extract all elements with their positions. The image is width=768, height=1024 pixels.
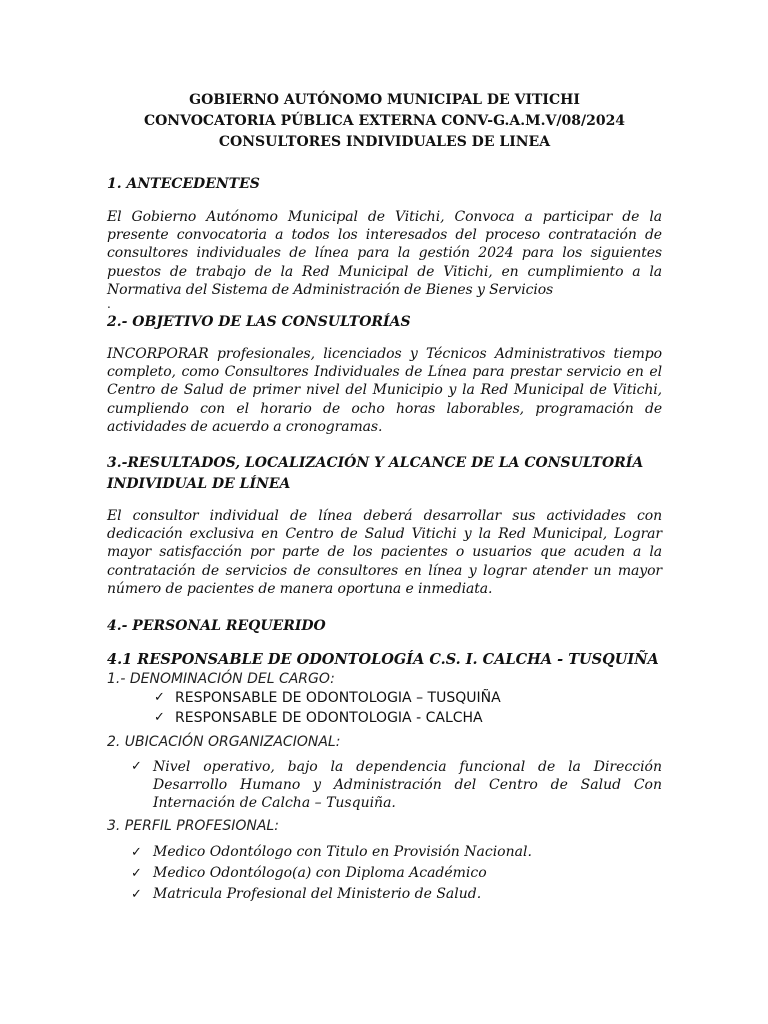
list-item [107,884,662,905]
document-page [107,90,662,905]
list-item [107,688,662,708]
list-item [107,708,662,728]
list-item-text: RESPONSABLE DE ODONTOLOGIA - CALCHA [175,710,483,727]
org-title: GOBIERNO AUTÓNOMO MUNICIPAL DE VITICHI [189,92,580,108]
perfil-list [107,842,662,905]
list-item [107,863,662,884]
list-item-text: Nivel operativo, bajo la dependencia funcional de la Dirección Desarrollo Humano y Administración del Centro de Salud Con Internación de Calcha – Tusquiña. [153,759,662,812]
call-title: CONVOCATORIA PÚBLICA EXTERNA CONV-G.A.M.V/08/2024 [143,113,626,129]
list-item-text: Matricula Profesional del Ministerio de Salud. [153,885,482,902]
section-3-body: El consultor individual de línea deberá desarrollar sus actividades con dedicación exclusiva en Centro de Salud Vitichi y la Red Municipal, Lograr mayor satisfacción por parte de los pacientes o usuarios que acuden a la contratación de servicios de consultores en línea y lograr atender un mayor número de pacientes de manera oportuna e inmediata. [107,508,662,597]
section-1-heading: 1. ANTECEDENTES [107,176,260,192]
section-2-body: INCORPORAR profesionales, licenciados y Técnicos Administrativos tiempo completo, como Consultores Individuales de Línea para prestar servicio en el Centro de Salud de primer nivel del Municipio y la Red Municipal de Vitichi, cumpliendo con el horario de ocho horas laborables, programación de actividades de acuerdo a cronogramas. [107,346,662,435]
section-4-1-heading: 4.1 RESPONSABLE DE ODONTOLOGÍA C.S. I. CALCHA - TUSQUIÑA [107,651,659,669]
doc-subtitle: CONSULTORES INDIVIDUALES DE LINEA [218,134,551,150]
ubicacion-label: 2. UBICACIÓN ORGANIZACIONAL: [107,734,341,751]
section-1-body: El Gobierno Autónomo Municipal de Vitichi, Convoca a participar de la presente convocatoria a todos los interesados del proceso contratación de consultores individuales de línea para la gestión 2024 para los siguientes puestos de trabajo de la Red Municipal de Vitichi, en cumplimiento a la Normativa del Sistema de Administración de Bienes y Servicios [107,209,662,298]
stray-dot: . [107,297,111,312]
denominacion-list [107,688,662,728]
section-3-heading-line1: 3.-RESULTADOS, LOCALIZACIÓN Y ALCANCE DE LA CONSULTORÍA [107,455,644,472]
check-icon: ✓ [131,844,142,860]
denominacion-label: 1.- DENOMINACIÓN DEL CARGO: [107,671,335,688]
list-item-text: Medico Odontólogo con Titulo en Provisión Nacional. [153,843,532,860]
check-icon: ✓ [131,865,142,881]
perfil-label: 3. PERFIL PROFESIONAL: [107,817,279,834]
list-item-text: RESPONSABLE DE ODONTOLOGIA – TUSQUIÑA [175,690,501,707]
list-item [107,758,662,813]
check-icon: ✓ [131,886,142,902]
ubicacion-list [107,758,662,813]
check-icon: ✓ [154,690,165,706]
section-3-heading-line2: INDIVIDUAL DE LÍNEA [107,476,291,493]
check-icon: ✓ [131,759,142,775]
list-item [107,842,662,863]
section-4-heading: 4.- PERSONAL REQUERIDO [107,618,326,635]
check-icon: ✓ [154,710,165,726]
section-2-heading: 2.- OBJETIVO DE LAS CONSULTORÍAS [107,314,411,331]
list-item-text: Medico Odontólogo(a) con Diploma Académico [153,864,487,881]
